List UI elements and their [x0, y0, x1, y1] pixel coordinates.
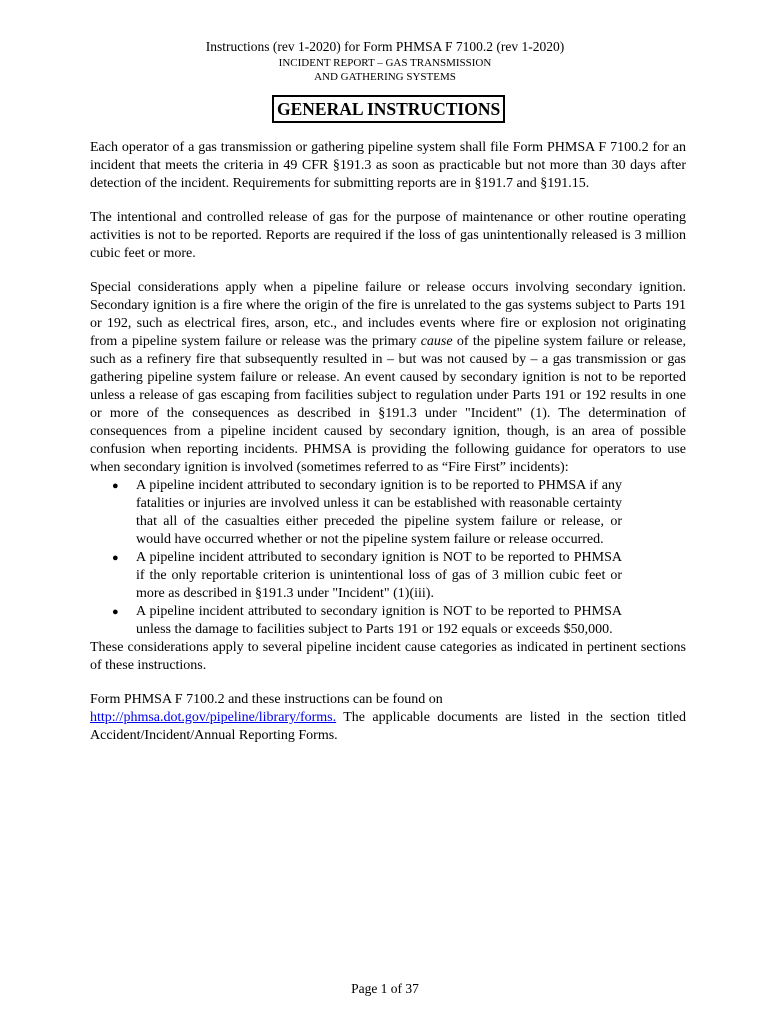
bullet-icon: ● — [112, 606, 119, 618]
paragraph-secondary-ignition — [90, 279, 686, 477]
bullet-icon: ● — [112, 480, 119, 492]
guidance-bullet-text: A pipeline incident attributed to secondary ignition is NOT to be reported to PHMSA unless the damage to facilities subject to Parts 191 or 192 equals or exceeds $50,000. — [136, 604, 622, 637]
page-number: Page 1 of 37 — [351, 981, 419, 996]
paragraph-secondary-ignition-part1: Special considerations apply when a pipeline failure or release occurs involving secondary ignition. Secondary ignition is a fire where the origin of the fire is unrelated to the gas systems subject to Parts 191 or 192, such as electrical fires, arson, etc., and includes events where fire or explosion not originating from a pipeline system failure or release was the primary — [90, 280, 686, 349]
section-title: GENERAL INSTRUCTIONS — [272, 95, 505, 123]
paragraph-intentional-release: The intentional and controlled release of gas for the purpose of maintenance or other routine operating activities is not to be reported. Reports are required if the loss of gas unintentionally released is 3 million cubic feet or more. — [90, 210, 686, 261]
guidance-bullet-item — [112, 549, 622, 603]
header-subtitle — [0, 56, 770, 84]
guidance-bullet-item — [112, 477, 622, 549]
bullet-icon: ● — [112, 552, 119, 564]
paragraph-form-location-intro: Form PHMSA F 7100.2 and these instructions can be found on — [90, 692, 443, 707]
paragraph-reporting-requirement: Each operator of a gas transmission or gathering pipeline system shall file Form PHMSA F 7100.2 for an incident that meets the criteria in 49 CFR §191.3 as soon as practicable but not more than 30 days after detection of the incident. Requirements for submitting reports are in §191.7 and §191.15. — [90, 140, 686, 191]
header-title: Instructions (rev 1-2020) for Form PHMSA F 7100.2 (rev 1-2020) — [205, 39, 565, 54]
paragraph-secondary-ignition-part2: of the pipeline system failure or release, such as a refinery fire that subsequently resulted in – but was not caused by – a gas transmission or gas gathering pipeline system failure or release. An event caused by secondary ignition is not to be reported unless a release of gas escaping from facilities subject to regulation under Parts 191 or 192 results in one or more of the consequences as described in §191.3 under "Incident" (1). The determination of consequences from a pipeline incident caused by secondary ignition, though, is an area of possible confusion when reporting incidents. PHMSA is providing the following guidance for operators to use when secondary ignition is involved (sometimes referred to as “Fire First” incidents): — [90, 334, 686, 475]
paragraph-secondary-ignition-emphasis: cause — [420, 334, 453, 349]
forms-library-link[interactable]: http://phmsa.dot.gov/pipeline/library/forms. — [90, 710, 337, 725]
guidance-bullet-text: A pipeline incident attributed to secondary ignition is NOT to be reported to PHMSA if the only reportable criterion is unintentional loss of gas of 3 million cubic feet or more as described in §191.3 under "Incident" (1)(iii). — [136, 550, 622, 601]
paragraph-cause-categories: These considerations apply to several pipeline incident cause categories as indicated in pertinent sections of these instructions. — [90, 640, 686, 673]
paragraph-form-location-rest: The applicable documents are listed in the section titled Accident/Incident/Annual Reporting Forms. — [90, 710, 686, 743]
header-subtitle-line1: INCIDENT REPORT – GAS TRANSMISSION — [278, 57, 492, 69]
header-subtitle-line2: AND GATHERING SYSTEMS — [314, 71, 456, 83]
guidance-bullet-item — [112, 603, 622, 639]
guidance-bullet-text: A pipeline incident attributed to secondary ignition is to be reported to PHMSA if any fatalities or injuries are involved unless it can be established with reasonable certainty that all of the casualties either preceded the pipeline system failure or release, or would have occurred whether or not the pipeline system failure or release occurred. — [136, 478, 622, 547]
paragraph-form-location — [90, 691, 686, 745]
guidance-bullet-list — [90, 477, 622, 639]
document-body — [90, 139, 686, 745]
